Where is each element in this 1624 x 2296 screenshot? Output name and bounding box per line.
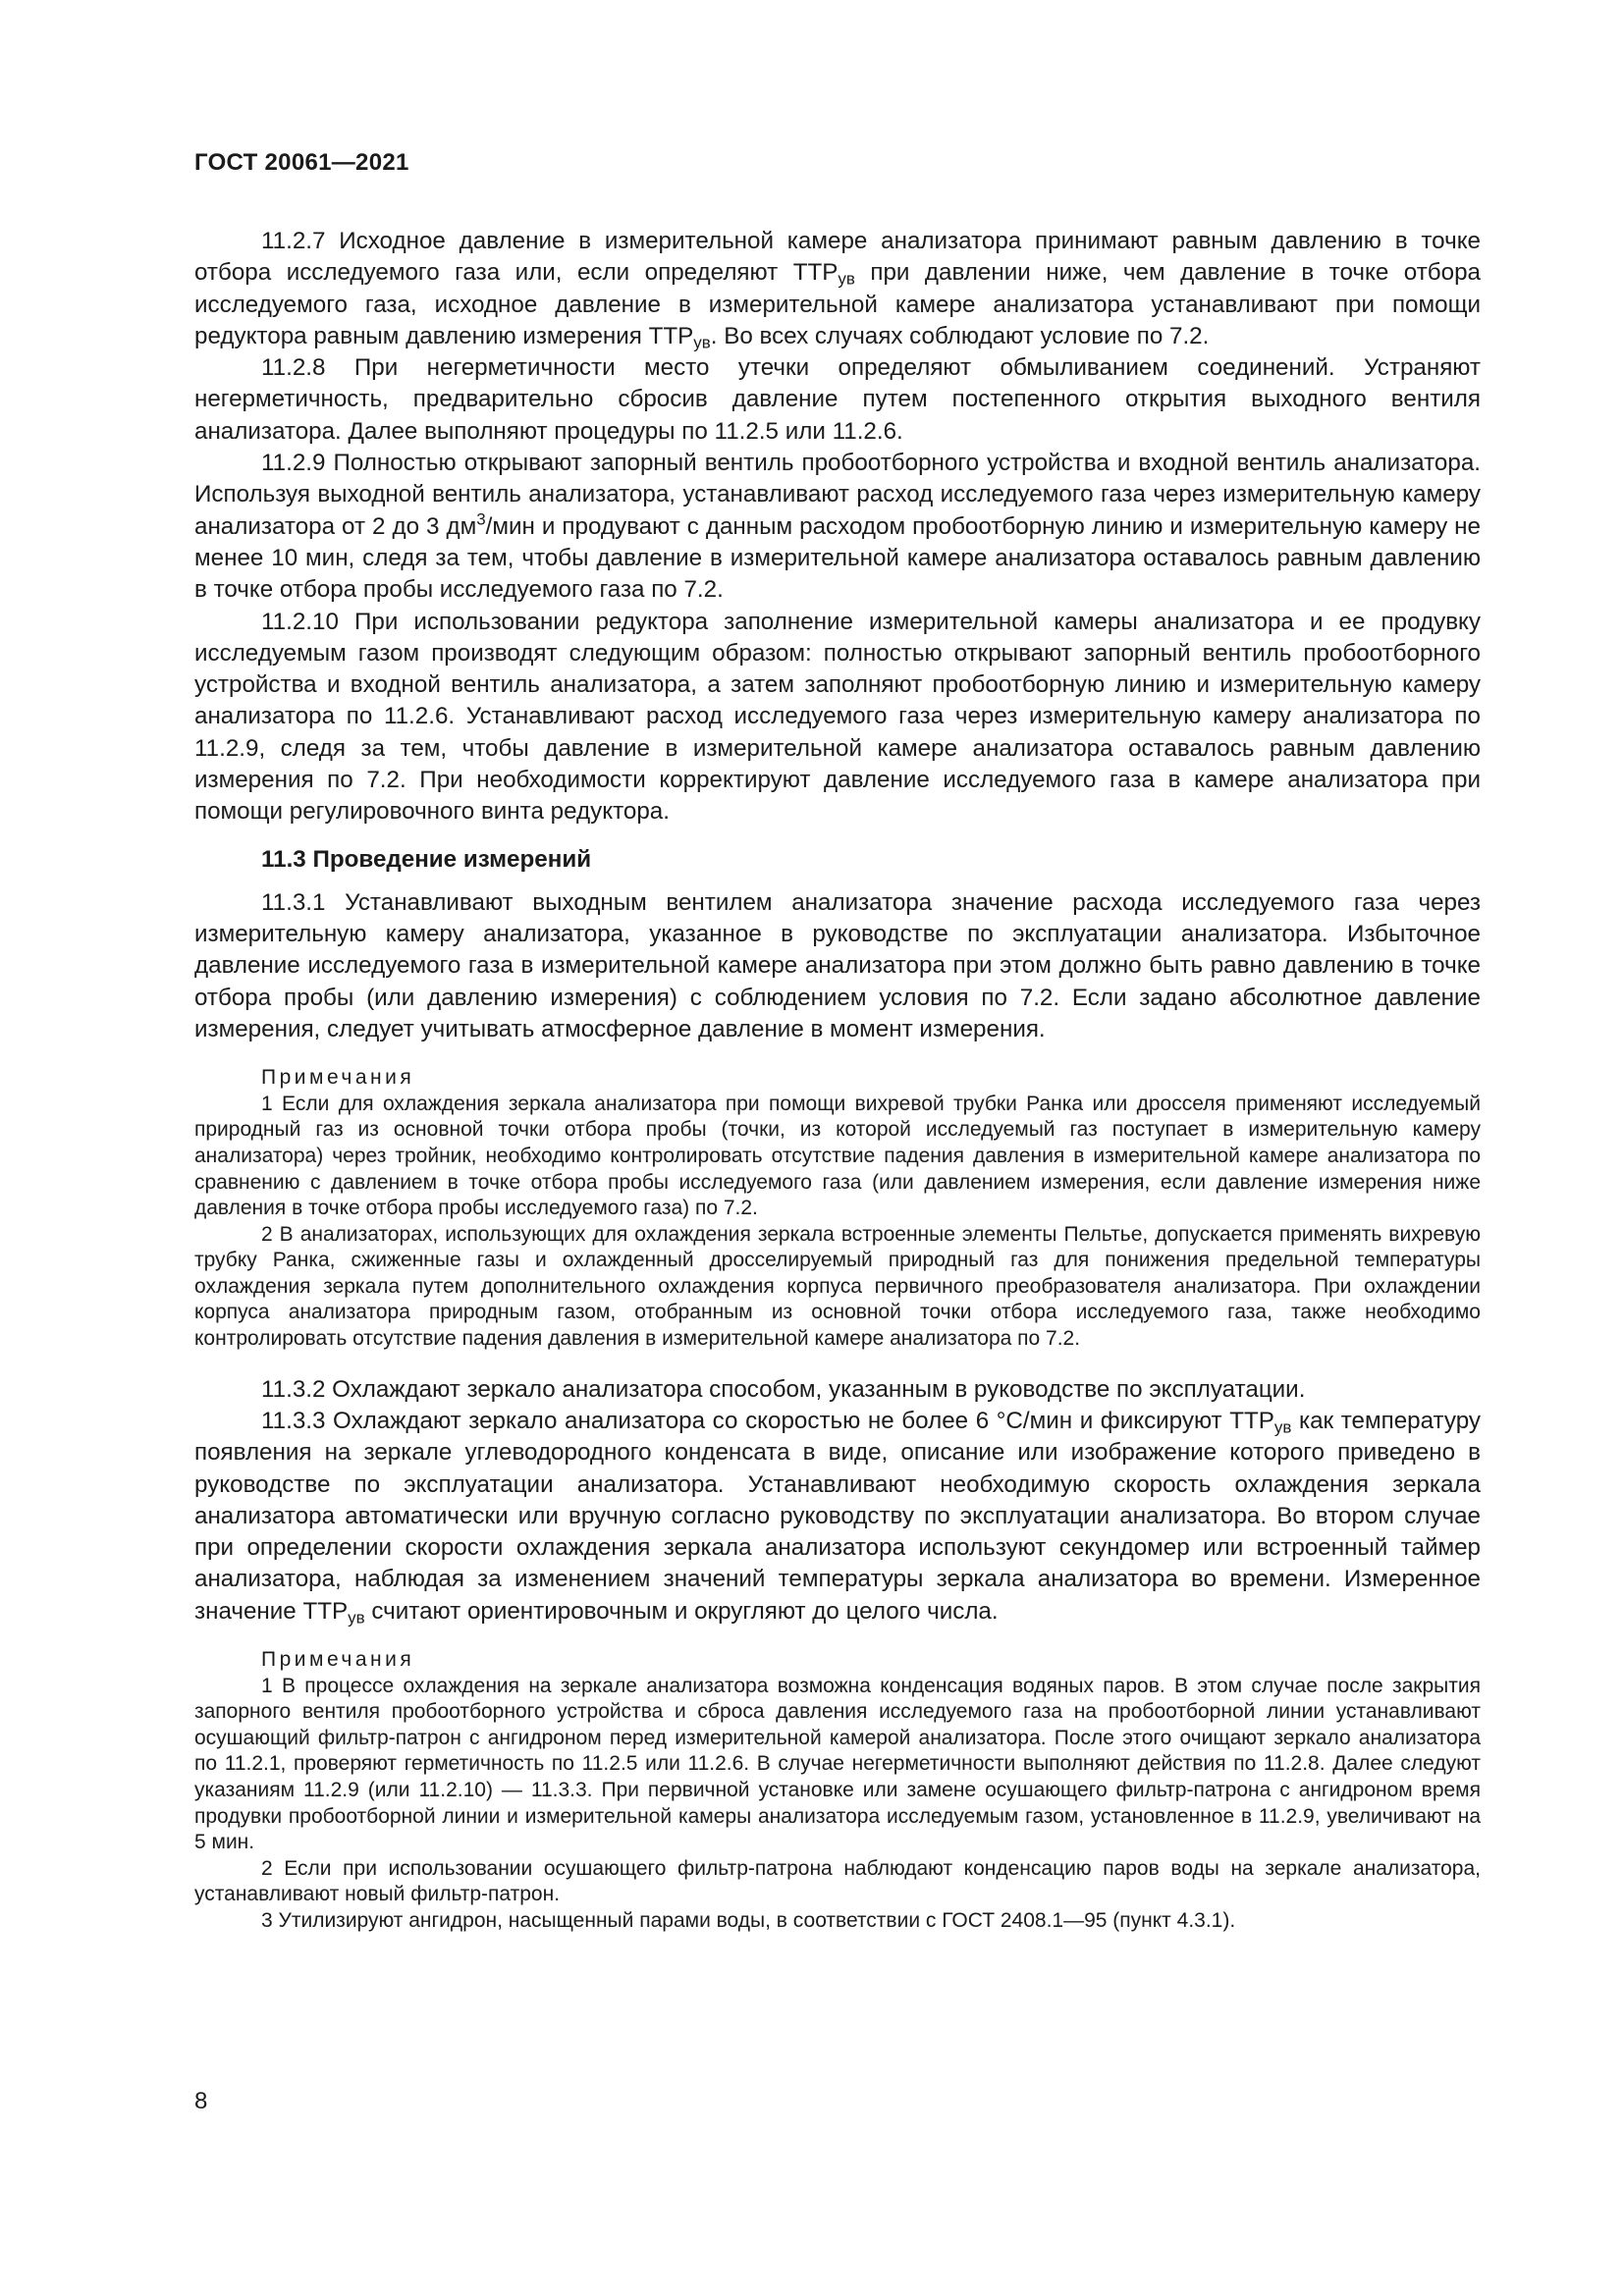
notes-heading: Примечания bbox=[261, 1648, 415, 1672]
document-body bbox=[194, 226, 1481, 1935]
paragraph-11-2-10: 11.2.10 При использовании редуктора заполнение измерительной камеры анализатора и ее продувку исследуемым газом производят следующим образом: полностью открывают запорный вентиль пробоотборного устройства и входной вентиль анализатора, а затем заполняют пробоотборную линию и измерительную камеру анализатора по 11.2.6. Устанавливают расход исследуемого газа через измерительную камеру анализатора по 11.2.9, следя за тем, чтобы давление в измерительной камере анализатора оставалось равным давлению измерения по 7.2. При необходимости корректируют давление исследуемого газа в камере анализатора при помощи регулировочного винта редуктора. bbox=[194, 608, 1481, 826]
paragraph-11-2-7: 11.2.7 Исходное давление в измерительной камере анализатора принимают равным давлению в точке отбора исследуемого газа или, если определяют $ТТР_{ув}$ при давлении ниже, чем давление в точке отбора исследуемого газа, исходное давление в измерительной камере анализатора устанавливают при помощи редуктора равным давлению измерения $ТТР_{ув}$. Во всех случаях соблюдают условие по 7.2. bbox=[194, 228, 1481, 352]
paragraph-11-3-3: 11.3.3 Охлаждают зеркало анализатора со скоростью не более 6 °С/мин и фиксируют $ТТР_{ув}$ как температуру появления на зеркале углеводородного конденсата в виде, описание или изображение которого приведено в руководстве по эксплуатации анализатора. Устанавливают необходимую скорость охлаждения зеркала анализатора автоматически или вручную согласно руководству по эксплуатации анализатора. Во втором случае при определении скорости охлаждения зеркала анализатора используют секундомер или встроенный таймер анализатора, наблюдая за изменением значений температуры зеркала анализатора во времени. Измеренное значение $ТТР_{ув}$ считают ориентировочным и округляют до целого числа. bbox=[194, 1407, 1481, 1628]
paragraph-11-2-8: 11.2.8 При негерметичности место утечки определяют обмыливанием соединений. Устраняют негерметичность, предварительно сбросив давление путем постепенного открытия выходного вентиля анализатора. Далее выполняют процедуры по 11.2.5 или 11.2.6. bbox=[194, 354, 1481, 445]
note-1: 1 В процессе охлаждения на зеркале анализатора возможна конденсация водяных паров. В этом случае после закрытия запорного вентиля пробоотборного устройства и сброса давления исследуемого газа на пробоотборной линии устанавливают осушающий фильтр-патрон с ангидроном перед измерительной камерой анализатора. После этого очищают зеркало анализатора по 11.2.1, проверяют герметичность по 11.2.5 или 11.2.6. В случае негерметичности выполняют действия по 11.2.8. Далее следуют указаниям 11.2.9 (или 11.2.10) — 11.3.3. При первичной установке или замене осушающего фильтр-патрона с ангидроном время продувки пробоотборной линии и измерительной камеры анализатора исследуемым газом, установленное в 11.2.9, увеличивают на 5 мин. bbox=[194, 1674, 1481, 1854]
note-2: 2 В анализаторах, использующих для охлаждения зеркала встроенные элементы Пельтье, допускается применять вихревую трубку Ранка, сжиженные газы и охлажденный дросселируемый природный газ для понижения предельной температуры охлаждения зеркала путем дополнительного охлаждения корпуса первичного преобразователя анализатора. При охлаждении корпуса анализатора природным газом, отобранным из основной точки отбора исследуемого газа, также необходимо контролировать отсутствие падения давления в измерительной камере анализатора по 7.2. bbox=[194, 1222, 1481, 1351]
note-1: 1 Если для охлаждения зеркала анализатора при помощи вихревой трубки Ранка или дросселя применяют исследуемый природный газ из основной точки отбора пробы (точки, из которой исследуемый газ поступает в измерительную камеру анализатора) через тройник, необходимо контролировать отсутствие падения давления в измерительной камере анализатора по сравнению с давлением в точке отбора пробы исследуемого газа (или давлением измерения, если давление измерения ниже давления в точке отбора пробы исследуемого газа) по 7.2. bbox=[194, 1092, 1481, 1220]
paragraph-11-2-9: 11.2.9 Полностью открывают запорный вентиль пробоотборного устройства и входной вентиль анализатора. Используя выходной вентиль анализатора, устанавливают расход исследуемого газа через измерительную камеру анализатора от 2 до 3 $дм^3$/мин и продувают с данным расходом пробоотборную линию и измерительную камеру не менее 10 мин, следя за тем, чтобы давление в измерительной камере анализатора оставалось равным давлению в точке отбора пробы исследуемого газа по 7.2. bbox=[194, 450, 1481, 604]
standard-header: ГОСТ 20061—2021 bbox=[194, 149, 409, 176]
paragraph-11-3-1: 11.3.1 Устанавливают выходным вентилем анализатора значение расхода исследуемого газа через измерительную камеру анализатора, указанное в руководстве по эксплуатации анализатора. Избыточное давление исследуемого газа в измерительной камере анализатора при этом должно быть равно давлению в точке отбора пробы (или давлению измерения) с соблюдением условия по 7.2. Если задано абсолютное давление измерения, следует учитывать атмосферное давление в момент измерения. bbox=[194, 888, 1481, 1042]
paragraph-11-3-2: 11.3.2 Охлаждают зеркало анализатора способом, указанным в руководстве по эксплуатации. bbox=[261, 1375, 1306, 1403]
section-heading-11-3: 11.3 Проведение измерений bbox=[261, 845, 592, 873]
page-number: 8 bbox=[194, 2088, 208, 2114]
notes-heading: Примечания bbox=[261, 1066, 415, 1090]
note-2: 2 Если при использовании осушающего фильтр-патрона наблюдают конденсацию паров воды на зеркале анализатора, устанавливают новый фильтр-патрон. bbox=[194, 1856, 1481, 1906]
note-3: 3 Утилизируют ангидрон, насыщенный парами воды, в соответствии с ГОСТ 2408.1—95 (пункт 4.3.1). bbox=[261, 1908, 1236, 1932]
